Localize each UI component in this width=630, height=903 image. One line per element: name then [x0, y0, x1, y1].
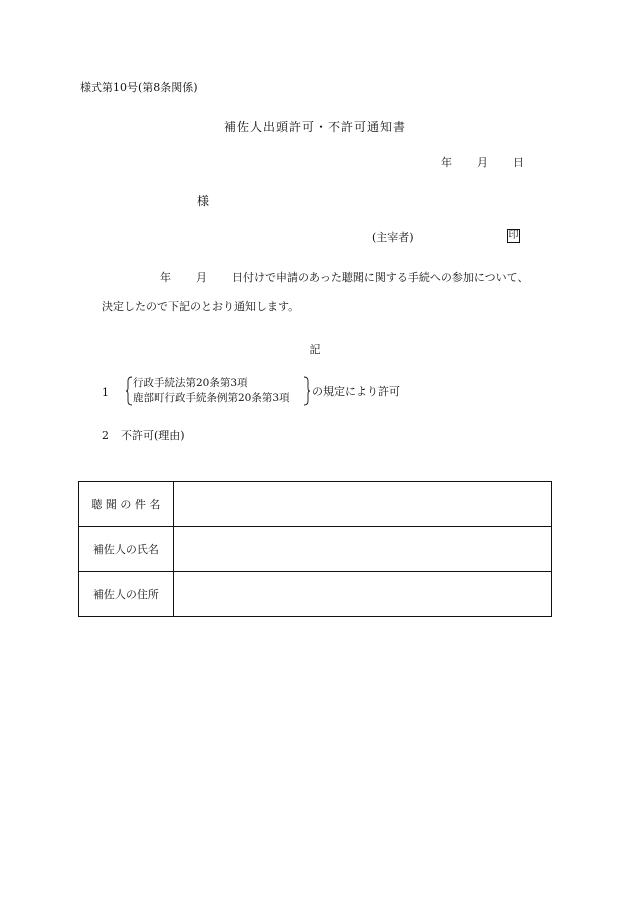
addressee-suffix: 様 [197, 194, 210, 208]
item1-number: 1 [102, 386, 109, 399]
table-row [79, 482, 552, 527]
body-month-label: 月 [196, 271, 207, 284]
item1-options-bracket [126, 376, 310, 406]
ki-heading: 記 [309, 343, 321, 356]
body-line2-text: 決定したので下記のとおり通知します。 [102, 300, 300, 313]
document-title: 補佐人出頭許可・不許可通知書 [223, 120, 406, 134]
assistant-name-label: 補佐人の氏名 [79, 527, 174, 572]
form-number: 様式第10号(第8条関係) [80, 81, 198, 94]
details-table [78, 481, 552, 617]
table-row [79, 572, 552, 617]
presider-label: (主宰者) [372, 231, 414, 244]
item2-text: 不許可(理由) [121, 429, 185, 442]
hearing-subject-field[interactable] [173, 482, 551, 527]
assistant-address-field[interactable] [173, 572, 551, 617]
seal-mark: 印 [508, 230, 519, 241]
assistant-address-label: 補佐人の住所 [79, 572, 174, 617]
item1-suffix: の規定により許可 [312, 385, 400, 398]
body-year-label: 年 [160, 271, 171, 284]
item1-option-ordinance: 鹿部町行政手続条例第20条第3項 [133, 392, 290, 404]
body-line1-text: 日付けで申請のあった聴聞に関する手続への参加について、 [232, 271, 529, 284]
date-month-label: 月 [477, 156, 488, 169]
table-row [79, 527, 552, 572]
date-year-label: 年 [441, 156, 452, 169]
item2-number: 2 [102, 429, 109, 442]
date-day-label: 日 [513, 156, 524, 169]
assistant-name-field[interactable] [173, 527, 551, 572]
item1-option-law: 行政手続法第20条第3項 [133, 377, 248, 389]
hearing-subject-label: 聴 聞 の 件 名 [79, 482, 174, 527]
